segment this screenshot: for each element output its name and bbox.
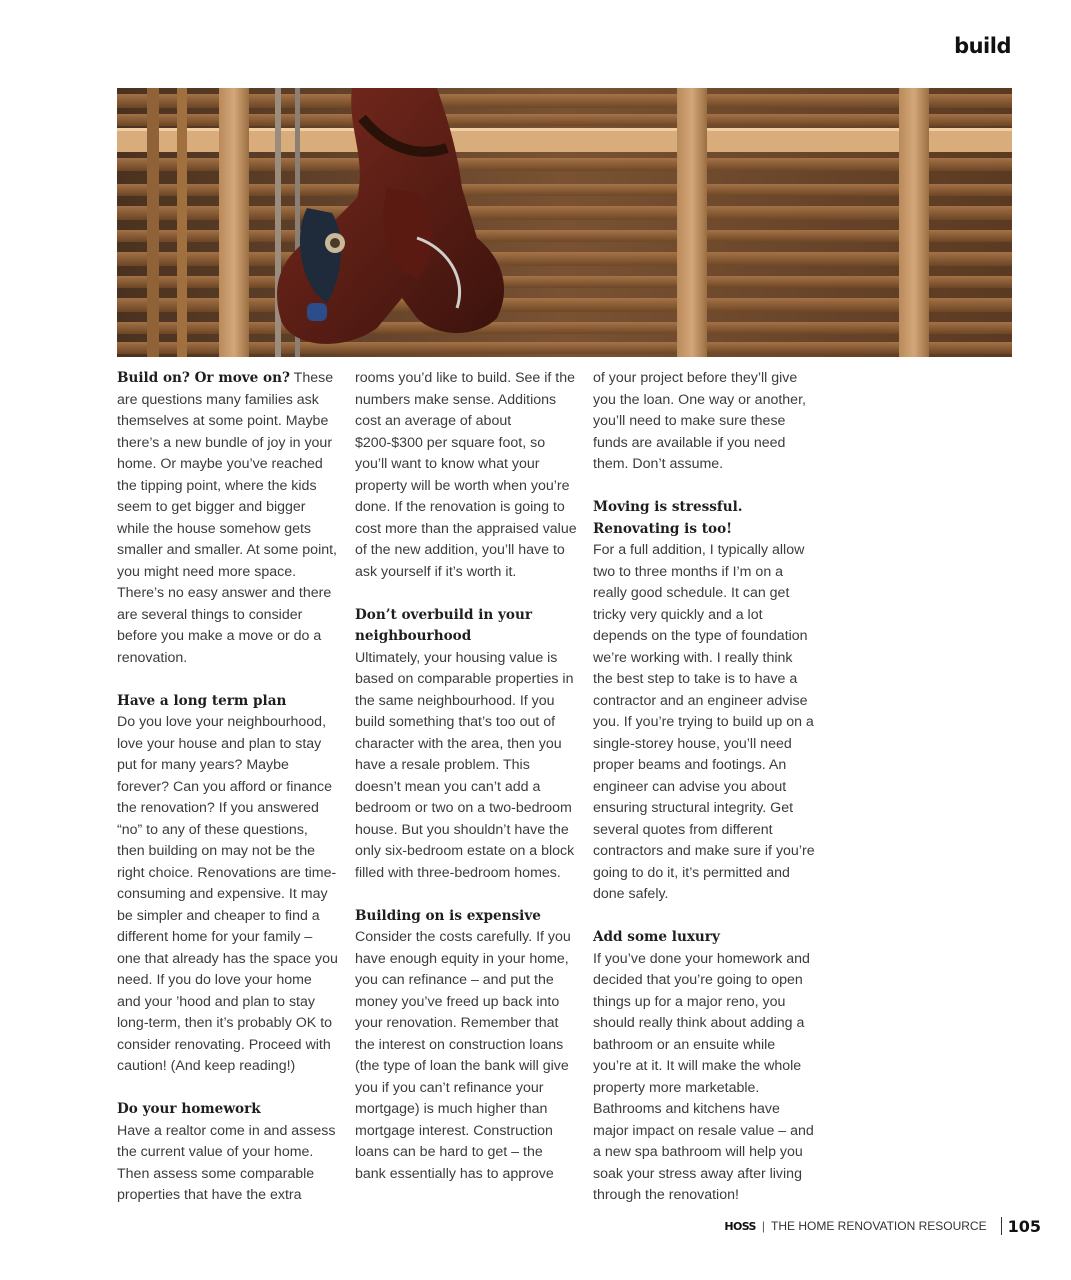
page-footer (724, 1215, 1041, 1237)
page-number: 105 (1007, 1216, 1041, 1236)
paragraph-moving-stressful: For a full addition, I typically allow two to three months if I’m on a really good schedule. It can get tricky very quickly and a lot depends on the type of foundation we’re working with. I really think the best step to take is to have a contractor and an engineer advise you. If you’re trying to build up on a single-storey house, you’ll need proper beams and footings. An engineer can advise you about ensuring structural integrity. Get several quotes from different contractors and make sure if you’re going to do it, it’s permitted and done safely. (593, 542, 815, 902)
article-column-2 (355, 368, 577, 1185)
footer-separator: | (761, 1219, 766, 1233)
heading-moving-stressful (593, 497, 815, 540)
heading-do-your-homework: Do your homework (117, 1101, 261, 1117)
heading-building-expensive: Building on is expensive (355, 907, 541, 924)
intro-paragraph (117, 368, 339, 669)
heading-dont-overbuild: Don’t overbuild in your neighbourhood (355, 606, 533, 644)
lead-in-heading: Build on? Or move on? (117, 370, 290, 386)
page-number-divider (1001, 1217, 1002, 1235)
paragraph-long-term-plan: Do you love your neighbourhood, love your house and plan to stay put for many years? Maybe forever? Can you afford or finance the renovation? If you answered “no” to any of these questions, then building on may not be the right choice. Renovations are time-consuming and expensive. It may be simpler and cheaper to find a different home for your family – one that already has the space you need. If you do love your home and your ’hood and plan to stay long-term, then it’s probably OK to consider renovating. Proceed with caution! (And keep reading!) (117, 714, 338, 1074)
heading-moving-line-2: Renovating is too! (593, 520, 733, 537)
paragraph-building-expensive: Consider the costs carefully. If you have enough equity in your home, you can refinance – and put the money you’ve freed up back into your renovation. Remember that the interest on construction loans (the type of loan the bank will give you if you can’t refinance your mortgage) is much higher than mortgage interest. Construction loans can be hard to get – the bank essentially has to approve (355, 929, 571, 1182)
heading-moving-line-1: Moving is stressful. (593, 499, 743, 515)
paragraph-add-luxury: If you’ve done your homework and decided that you’re going to open things up for a major reno, you should really think about adding a bathroom or an ensuite while you’re at it. It will make the whole property more marketable. Bathrooms and kitchens have major impact on resale value – and a new spa bathroom will help you soak your stress away after living through the renovation! (593, 950, 814, 1203)
paragraph-homework-continued: rooms you’d like to build. See if the numbers make sense. Additions cost an average of about $200-$300 per square foot, so you’ll want to know what your property will be worth when you’re done. If the renovation is going to cost more than the appraised value of the new addition, you’ll have to ask yourself if it’s worth it. (355, 370, 577, 580)
hero-photo (117, 88, 1012, 357)
heading-add-luxury: Add some luxury (593, 929, 720, 945)
heading-long-term-plan: Have a long term plan (117, 692, 287, 709)
section-tag: build (954, 34, 1011, 58)
intro-text: These are questions many families ask themselves at some point. Maybe there’s a new bundle of joy in your home. Or maybe you’ve reached the tipping point, where the kids seem to get bigger and bigger while the house somehow gets smaller and smaller. At some point, you might need more space. There’s no easy answer and there are several things to consider before you make a move or do a renovation. (117, 370, 338, 666)
footer-brand-logo: HOSS (724, 1219, 756, 1233)
paragraph-expensive-continued: of your project before they’ll give you the loan. One way or another, you’ll need to make sure these funds are available if you need them. Don’t assume. (593, 370, 806, 472)
tool-belt-photo-icon (117, 88, 1012, 357)
article-column-3 (593, 368, 815, 1207)
footer-publication-name: THE HOME RENOVATION RESOURCE (771, 1219, 987, 1233)
paragraph-do-your-homework: Have a realtor come in and assess the current value of your home. Then assess some comparable properties that have the extra (117, 1122, 336, 1203)
article-column-1 (117, 368, 339, 1207)
paragraph-dont-overbuild: Ultimately, your housing value is based on comparable properties in the same neighbourhood. If you build something that’s too out of character with the area, then you have a resale problem. This doesn’t mean you can’t add a bedroom or two on a two-bedroom house. But you shouldn’t have the only six-bedroom estate on a block filled with three-bedroom homes. (355, 649, 575, 881)
